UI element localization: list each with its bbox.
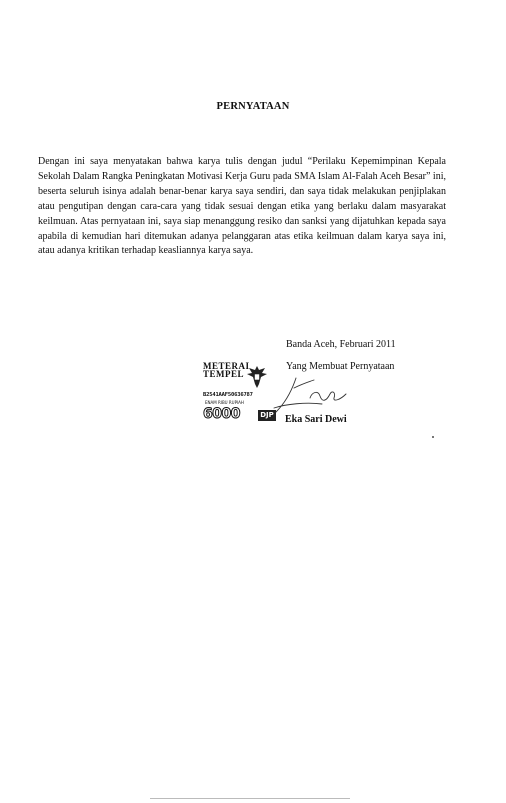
statement-paragraph: Dengan ini saya menyatakan bahwa karya tulis dengan judul “Perilaku Kepemimpinan Kepala Sekolah Dalam Rangka Peningkatan Motivasi Kerja Guru pada SMA Islam Al-Falah Aceh Besar” ini, beserta seluruh isinya adalah benar-benar karya saya sendiri, dan saya tidak melakukan penjiplakan atau pengutipan dengan cara-cara yang tidak sesuai dengan etika yang berlaku dalam masyarakat keilmuan. Atas pernyataan ini, saya siap menanggung resiko dan sanksi yang dijatuhkan kepada saya apabila di kemudian hari ditemukan adanya pelanggaran atas etika keilmuan dalam karya saya ini, atau adanya kritikan terhadap keasliannya karya saya. [38,156,446,257]
stamp-label [203,361,250,379]
scan-artifact [432,436,434,438]
stamp-label-line1: METERAI [203,361,250,371]
stamp-currency: DJP [258,410,276,421]
stamp-value: 6000 [203,406,240,422]
stamp-label-line2: TEMPEL [203,369,245,379]
stamp-serial: B2541AAF50636787 [203,392,253,398]
stamp-sub-label: ENAM RIBU RUPIAH [205,400,244,405]
scan-edge-line [150,798,350,799]
document-title: PERNYATAAN [216,101,290,112]
handwritten-signature [256,368,356,418]
place-date: Banda Aceh, Februari 2011 [286,339,396,350]
signer-name: Eka Sari Dewi [285,414,347,425]
signer-role: Yang Membuat Pernyataan [286,361,395,372]
